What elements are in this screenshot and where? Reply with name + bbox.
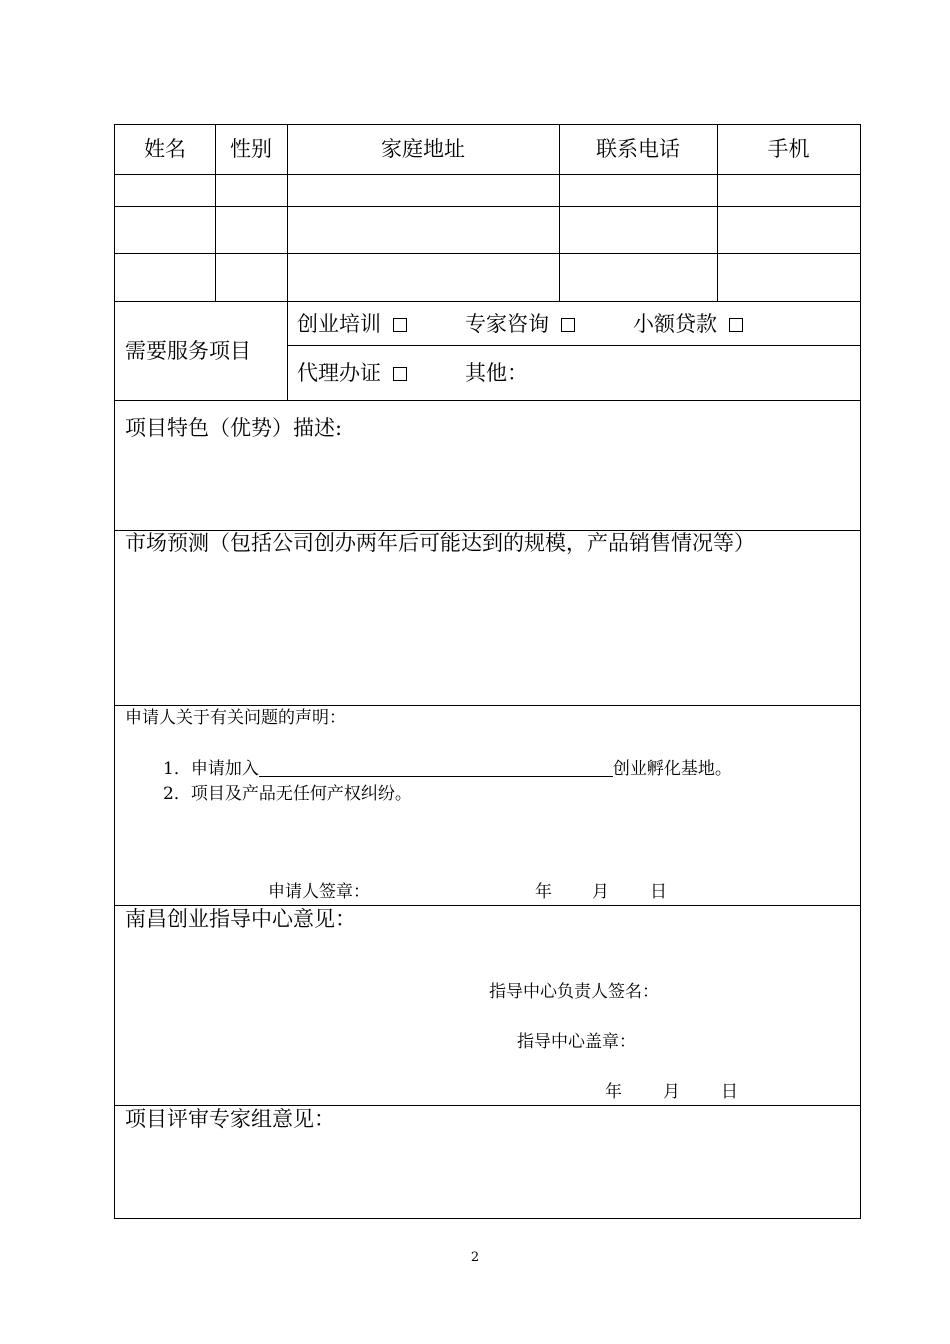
checkbox[interactable] [561, 318, 575, 332]
row-divider [115, 400, 860, 401]
checkbox[interactable] [393, 318, 407, 332]
page-number: 2 [470, 1250, 480, 1265]
row-divider [115, 1105, 860, 1106]
header-gender: 性别 [230, 137, 272, 161]
service-option-permit[interactable] [297, 363, 407, 384]
features-label: 项目特色（优势）描述: [125, 416, 343, 440]
declaration-day: 日 [650, 882, 667, 902]
column-divider [287, 125, 288, 401]
header-address: 家庭地址 [381, 137, 465, 161]
header-phone: 联系电话 [596, 137, 680, 161]
market-label: 市场预测（包括公司创办两年后可能达到的规模，产品销售情况等） [125, 531, 755, 555]
declaration-item-1 [163, 760, 732, 778]
service-option-other: 其他： [465, 361, 528, 385]
declaration-year: 年 [535, 882, 552, 902]
header-name: 姓名 [144, 137, 186, 161]
declaration-item-1-suffix: 创业孵化基地。 [612, 759, 732, 779]
applicant-signature-label: 申请人签章： [268, 882, 370, 902]
row-divider [115, 905, 860, 906]
service-option-label: 创业培训 [297, 312, 381, 336]
center-opinion-title: 南昌创业指导中心意见： [125, 907, 356, 931]
services-label: 需要服务项目 [125, 339, 251, 363]
checkbox[interactable] [729, 318, 743, 332]
row-divider [115, 174, 860, 175]
service-option-loan[interactable] [633, 314, 743, 335]
row-divider [288, 345, 860, 346]
declaration-title: 申请人关于有关问题的声明： [125, 708, 346, 728]
header-mobile: 手机 [767, 137, 810, 161]
service-option-label: 代理办证 [297, 361, 381, 385]
row-divider [115, 206, 860, 207]
row-divider [115, 301, 860, 302]
center-day: 日 [721, 1082, 738, 1102]
center-month: 月 [663, 1082, 680, 1102]
service-option-label: 专家咨询 [465, 312, 549, 336]
declaration-month: 月 [592, 882, 609, 902]
center-year: 年 [605, 1082, 622, 1102]
base-name-blank[interactable] [259, 760, 613, 777]
expert-opinion-title: 项目评审专家组意见： [125, 1107, 335, 1131]
application-form-table [114, 124, 861, 1219]
row-divider [115, 253, 860, 254]
checkbox[interactable] [393, 367, 407, 381]
center-head-signature-label: 指导中心负责人签名： [489, 982, 659, 1002]
center-seal-label: 指导中心盖章： [517, 1032, 636, 1052]
declaration-item-1-prefix: 1．申请加入 [163, 759, 259, 779]
declaration-item-2: 2．项目及产品无任何产权纠纷。 [163, 784, 412, 804]
service-option-training[interactable] [297, 314, 407, 335]
service-option-consulting[interactable] [465, 314, 575, 335]
row-divider [115, 705, 860, 706]
service-option-label: 小额贷款 [633, 312, 717, 336]
